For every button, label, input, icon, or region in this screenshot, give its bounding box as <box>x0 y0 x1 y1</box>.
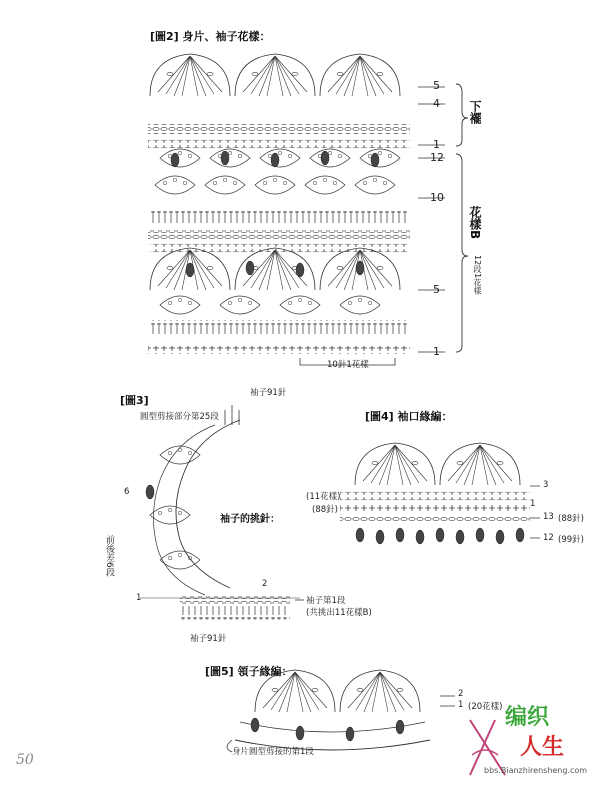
stitch-count-left: (88針) <box>312 505 338 515</box>
stitch-count-right: (88針) <box>558 514 584 524</box>
sleeve-top-count: 袖子91針 <box>250 388 287 398</box>
armhole-join-label: 圓型剪接部分第25段 <box>140 412 219 422</box>
row-label: 1 <box>433 345 440 358</box>
row-1-label: 1 <box>458 700 464 710</box>
pattern-count-label: (20花樣) <box>468 702 503 712</box>
fig4-chart <box>340 443 540 544</box>
row-6-label: 6 <box>124 487 130 497</box>
row-12-label: 12 <box>543 533 554 543</box>
logo-text-right: 人生 <box>520 735 565 760</box>
row-2-label: 2 <box>458 689 464 699</box>
side-difference-label: 前後差6段 <box>104 535 114 577</box>
stitch-repeat-label: 10針1花樣 <box>327 360 369 370</box>
section-hem-label: 下襬 <box>468 100 482 124</box>
fig2-title: [圖2] 身片、袖子花樣： <box>150 30 271 43</box>
fig4-title: [圖4] 袖口緣編： <box>365 410 453 423</box>
site-logo-lower <box>520 730 564 761</box>
row-label: 12 <box>430 151 444 164</box>
total-repeats-label: (共挑出11花樣B) <box>306 608 372 618</box>
section-pattern-label: 花樣B <box>468 206 482 240</box>
row-label: 5 <box>433 283 440 296</box>
sleeve-pickup-label: 袖子的挑針： <box>220 514 280 525</box>
row-3-label: 3 <box>543 480 549 490</box>
row-label: 5 <box>433 79 440 92</box>
sleeve-bottom-count: 袖子91針 <box>190 634 227 644</box>
row-1-label: 1 <box>530 499 536 509</box>
stitch-count-99: (99針) <box>558 535 584 545</box>
row-13-label: 13 <box>543 512 554 522</box>
fig3-title: [圖3] <box>120 394 149 407</box>
site-logo <box>505 700 549 731</box>
fig5-chart <box>227 670 455 752</box>
join-label: 身片圓型剪接的第1段 <box>232 747 314 757</box>
row-2-label: 2 <box>262 579 268 589</box>
row-label: 1 <box>433 138 440 151</box>
fig2-chart <box>148 54 468 365</box>
pattern-count-label: (11花樣) <box>306 492 341 502</box>
page-number: 50 <box>16 752 34 768</box>
pattern-repeat-label: 12段1花樣 <box>473 255 482 295</box>
fig5-title: [圖5] 領子緣編： <box>205 665 293 678</box>
logo-url: bbs.Bianzhirensheng.com <box>484 766 588 775</box>
logo-text-left: 编织 <box>505 705 550 730</box>
sleeve-row1-label: 袖子第1段 <box>306 596 346 606</box>
row-1-label: 1 <box>136 593 142 603</box>
row-label: 4 <box>433 97 440 110</box>
row-label: 10 <box>430 191 444 204</box>
